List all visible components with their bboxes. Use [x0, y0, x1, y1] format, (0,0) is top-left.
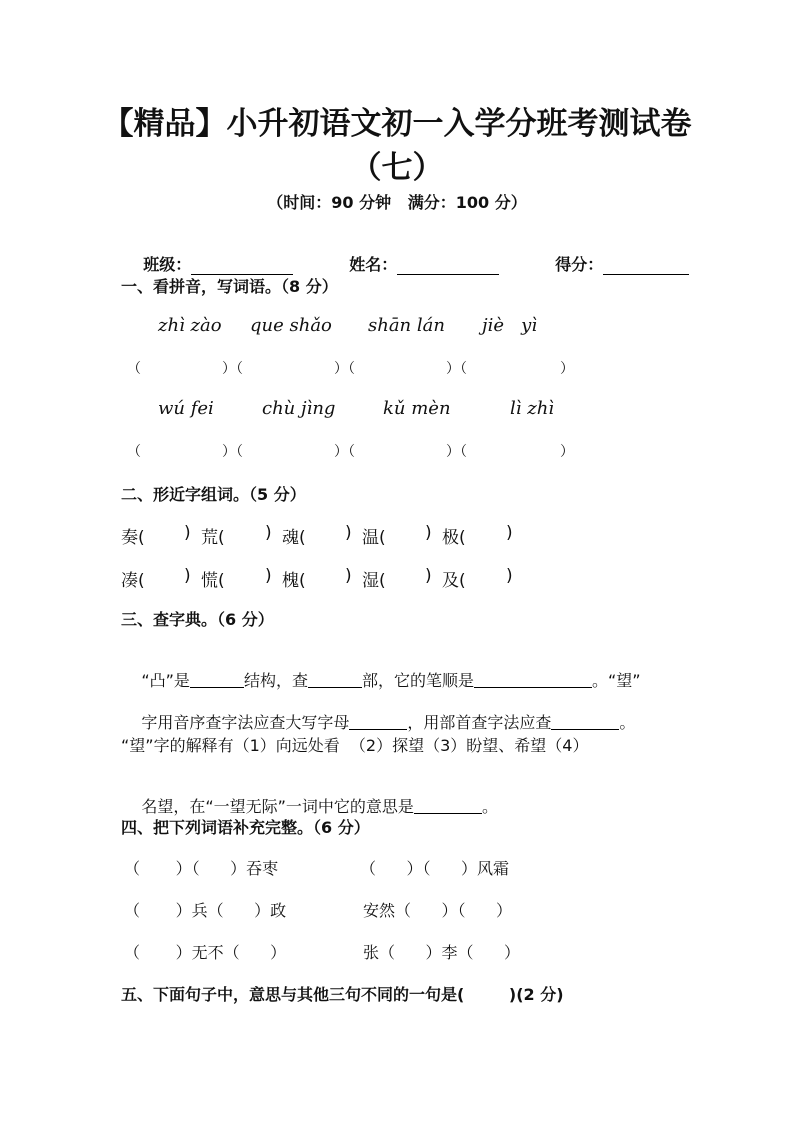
answer-paren[interactable]: ）（	[222, 361, 243, 377]
idiom-item[interactable]: （ ）兵（ ）政	[124, 901, 287, 920]
score-blank[interactable]	[603, 256, 689, 275]
section1-heading: 一、看拼音，写词语。（8 分）	[121, 277, 338, 296]
pinyin-item: zhì zào	[158, 315, 222, 336]
answer-paren[interactable]: )	[506, 566, 513, 586]
name-blank[interactable]	[397, 256, 499, 275]
score-field	[533, 233, 689, 294]
answer-paren[interactable]: （	[127, 444, 141, 460]
word-item: 温(	[362, 528, 386, 548]
word-item: 凑(	[121, 571, 145, 591]
answer-paren[interactable]: )	[345, 523, 352, 543]
answer-paren[interactable]: )	[184, 566, 191, 586]
answer-paren[interactable]: ）（	[222, 444, 243, 460]
word-item: 极(	[442, 528, 466, 548]
dictionary-line-4: 名望，在“一望无际”一词中它的意思是 。	[141, 797, 498, 816]
word-item: 魂(	[282, 528, 306, 548]
section3-heading: 三、查字典。（6 分）	[121, 610, 274, 629]
pinyin-item: lì zhì	[510, 398, 555, 419]
word-item: 湿(	[362, 571, 386, 591]
answer-blank[interactable]	[474, 671, 592, 688]
name-field	[327, 233, 499, 294]
answer-paren[interactable]: )	[184, 523, 191, 543]
answer-paren[interactable]: ）（	[334, 444, 355, 460]
answer-paren[interactable]: ）（	[334, 361, 355, 377]
answer-paren[interactable]: )	[425, 566, 432, 586]
answer-blank[interactable]	[308, 671, 362, 688]
exam-subtitle: （时间：90 分钟 满分：100 分）	[267, 193, 527, 212]
word-item: 荒(	[201, 528, 225, 548]
answer-paren[interactable]: )	[265, 566, 272, 586]
answer-paren[interactable]: ）（	[446, 361, 467, 377]
answer-paren[interactable]: )	[345, 566, 352, 586]
answer-paren[interactable]: ）（	[446, 444, 467, 460]
word-item: 慌(	[201, 571, 225, 591]
pinyin-item: chù jìng	[262, 398, 336, 419]
answer-paren[interactable]: )	[506, 523, 513, 543]
pinyin-item: jiè yì	[482, 315, 538, 336]
class-label: 班级：	[143, 255, 192, 274]
pinyin-item: shān lán	[368, 315, 445, 336]
idiom-item[interactable]: （ ）无不（ ）	[124, 943, 287, 962]
exam-title: 【精品】小升初语文初一入学分班考测试卷	[102, 106, 692, 142]
dictionary-line-1: “凸”是 结构，查 部，它的笔顺是 。“望”	[141, 671, 641, 690]
score-label: 得分：	[555, 255, 604, 274]
idiom-item[interactable]: 张（ ）李（ ）	[363, 943, 521, 962]
idiom-item[interactable]: 安然（ ）（ ）	[363, 901, 513, 920]
answer-blank[interactable]	[551, 713, 619, 730]
pinyin-item: wú fei	[158, 398, 214, 419]
answer-paren[interactable]: （	[127, 361, 141, 377]
word-item: 槐(	[282, 571, 306, 591]
section4-heading: 四、把下列词语补充完整。（6 分）	[121, 818, 370, 837]
section5-heading: 五、下面句子中，意思与其他三句不同的一句是( )(2 分)	[121, 985, 564, 1004]
pinyin-item: que shǎo	[250, 315, 332, 336]
name-label: 姓名：	[349, 255, 398, 274]
answer-blank[interactable]	[190, 671, 244, 688]
answer-blank[interactable]	[414, 797, 482, 814]
section2-heading: 二、形近字组词。（5 分）	[121, 485, 306, 504]
idiom-item[interactable]: （ ）（ ）风霜	[360, 859, 510, 878]
pinyin-item: kǔ mèn	[383, 398, 451, 419]
word-item: 奏(	[121, 528, 145, 548]
class-blank[interactable]	[191, 256, 293, 275]
answer-paren[interactable]: ）	[560, 444, 574, 460]
idiom-item[interactable]: （ ）（ ）吞枣	[124, 859, 279, 878]
answer-paren[interactable]: )	[425, 523, 432, 543]
dictionary-line-2: 字用音序查字法应查大写字母 ，用部首查字法应查 。	[141, 713, 636, 732]
answer-paren[interactable]: ）	[560, 361, 574, 377]
word-item: 及(	[442, 571, 466, 591]
answer-blank[interactable]	[349, 713, 407, 730]
answer-paren[interactable]: )	[265, 523, 272, 543]
exam-title-number: （七）	[350, 150, 444, 186]
dictionary-line-3: “望”字的解释有（1）向远处看 （2）探望（3）盼望、希望（4）	[121, 736, 589, 755]
